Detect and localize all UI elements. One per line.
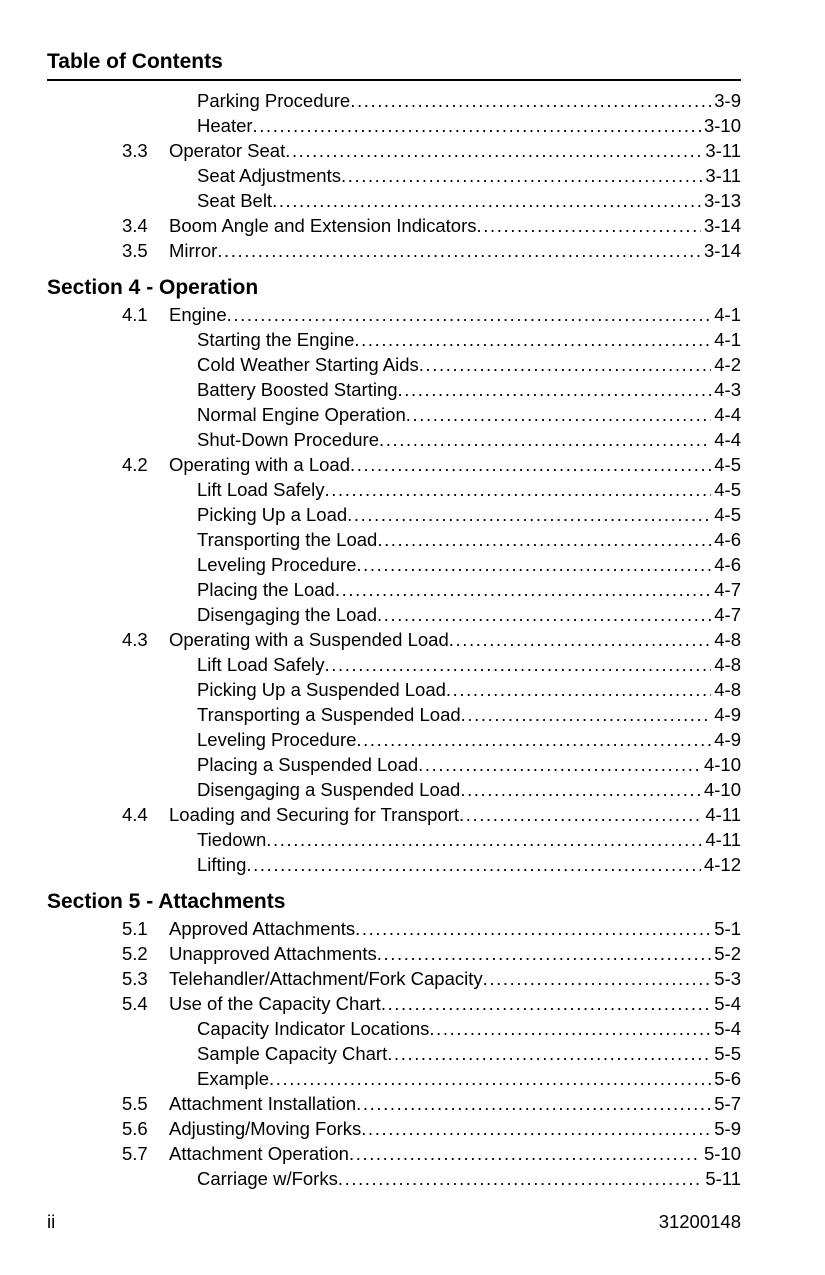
toc-entry[interactable] <box>47 702 741 727</box>
toc-section-title: Section 5 - Attachments <box>47 890 286 913</box>
toc-entry-number: 4.1 <box>122 304 148 325</box>
toc-leader-dots <box>272 188 701 213</box>
toc-entry[interactable] <box>47 138 741 163</box>
toc-entry-line <box>197 677 741 702</box>
toc-entry-page: 4-1 <box>711 327 741 352</box>
toc-entry-title: Boom Angle and Extension Indicators <box>169 215 477 236</box>
toc-entry-line <box>197 752 741 777</box>
toc-entry-line <box>169 627 741 652</box>
toc-leader-dots <box>354 327 711 352</box>
toc-entry-title: Seat Belt <box>197 190 273 211</box>
toc-entry-title: Tiedown <box>197 829 267 850</box>
toc-entry-number: 5.4 <box>122 993 148 1014</box>
toc-entry-line <box>169 941 741 966</box>
toc-entry[interactable] <box>47 916 741 941</box>
toc-entry-title: Transporting a Suspended Load <box>197 704 461 725</box>
toc-entry[interactable] <box>47 163 741 188</box>
toc-entry[interactable] <box>47 827 741 852</box>
toc-entry-line <box>197 1066 741 1091</box>
toc-entry[interactable] <box>47 188 741 213</box>
toc-leader-dots <box>461 702 712 727</box>
toc-entry-line <box>169 1141 741 1166</box>
toc-entry-page: 5-2 <box>711 941 741 966</box>
toc-entry-title: Normal Engine Operation <box>197 404 406 425</box>
toc-entry[interactable] <box>47 991 741 1016</box>
toc-entry-title: Parking Procedure <box>197 90 351 111</box>
toc-entry-number: 4.2 <box>122 454 148 475</box>
toc-entry[interactable] <box>47 1116 741 1141</box>
header-divider <box>47 79 741 81</box>
toc-entry-line <box>197 113 741 138</box>
toc-entry-title: Battery Boosted Starting <box>197 379 398 400</box>
toc-entry[interactable] <box>47 1016 741 1041</box>
toc-leader-dots <box>217 238 701 263</box>
toc-entry-line <box>197 477 741 502</box>
toc-entry-page: 5-4 <box>711 1016 741 1041</box>
toc-leader-dots <box>349 1141 701 1166</box>
toc-entry-line <box>197 88 741 113</box>
toc-entry-title: Sample Capacity Chart <box>197 1043 388 1064</box>
toc-entry-number: 5.6 <box>122 1118 148 1139</box>
toc-entry-page: 4-10 <box>701 752 741 777</box>
toc-entry-line <box>197 652 741 677</box>
toc-leader-dots <box>379 427 711 452</box>
toc-entry-page: 4-10 <box>701 777 741 802</box>
toc-leader-dots <box>419 352 711 377</box>
toc-entry-page: 5-5 <box>711 1041 741 1066</box>
toc-entry[interactable] <box>47 113 741 138</box>
toc-entry-title: Lifting <box>197 854 247 875</box>
toc-leader-dots <box>350 452 711 477</box>
toc-entry-title: Disengaging the Load <box>197 604 378 625</box>
toc-entry[interactable] <box>47 577 741 602</box>
toc-entry-line <box>197 1041 741 1066</box>
toc-leader-dots <box>355 916 711 941</box>
toc-entry[interactable] <box>47 452 741 477</box>
toc-entry-page: 4-5 <box>711 452 741 477</box>
toc-entry-page: 4-7 <box>711 602 741 627</box>
toc-entry[interactable] <box>47 852 741 877</box>
toc-entry-line <box>169 916 741 941</box>
footer-doc-number: 31200148 <box>658 1211 741 1232</box>
toc-section-heading[interactable] <box>47 274 741 302</box>
toc-section-title: Section 4 - Operation <box>47 276 259 299</box>
toc-entry-page: 5-3 <box>711 966 741 991</box>
toc-entry-title: Example <box>197 1068 269 1089</box>
toc-leader-dots <box>377 602 711 627</box>
toc-entry[interactable] <box>47 402 741 427</box>
page-title: Table of Contents <box>47 50 223 73</box>
toc-leader-dots <box>377 941 712 966</box>
toc-leader-dots <box>335 577 711 602</box>
toc-entry-page: 5-6 <box>711 1066 741 1091</box>
toc-entry-line <box>197 327 741 352</box>
toc-entry-page: 4-5 <box>711 477 741 502</box>
toc-entry-line <box>197 702 741 727</box>
toc-entry-page: 4-11 <box>702 802 741 827</box>
toc-entry[interactable] <box>47 1091 741 1116</box>
toc-entry[interactable] <box>47 502 741 527</box>
toc-entry[interactable] <box>47 752 741 777</box>
toc-section-heading[interactable] <box>47 888 741 916</box>
toc-entry-title: Approved Attachments <box>169 918 356 939</box>
toc-entry-line <box>169 1091 741 1116</box>
toc-leader-dots <box>356 727 711 752</box>
table-of-contents <box>47 88 741 1191</box>
toc-entry-page: 4-6 <box>711 552 741 577</box>
toc-leader-dots <box>449 627 711 652</box>
toc-entry[interactable] <box>47 652 741 677</box>
toc-entry[interactable] <box>47 627 741 652</box>
toc-entry-page: 4-4 <box>711 427 741 452</box>
toc-entry-line <box>197 727 741 752</box>
toc-entry[interactable] <box>47 377 741 402</box>
toc-entry[interactable] <box>47 1041 741 1066</box>
toc-entry-title: Leveling Procedure <box>197 729 357 750</box>
toc-entry-page: 4-8 <box>711 627 741 652</box>
toc-entry-line <box>197 377 741 402</box>
toc-leader-dots <box>377 527 711 552</box>
toc-entry-page: 5-11 <box>702 1166 741 1191</box>
toc-entry[interactable] <box>47 238 741 263</box>
toc-entry-title: Use of the Capacity Chart <box>169 993 381 1014</box>
toc-entry-line <box>197 163 741 188</box>
toc-entry-page: 5-7 <box>711 1091 741 1116</box>
toc-entry-page: 5-4 <box>711 991 741 1016</box>
toc-entry[interactable] <box>47 1166 741 1191</box>
toc-entry[interactable] <box>47 941 741 966</box>
toc-entry-line <box>197 552 741 577</box>
toc-entry-title: Placing a Suspended Load <box>197 754 419 775</box>
toc-entry-line <box>197 527 741 552</box>
toc-leader-dots <box>459 802 702 827</box>
toc-leader-dots <box>356 552 711 577</box>
toc-entry-page: 3-10 <box>701 113 741 138</box>
toc-leader-dots <box>418 752 701 777</box>
toc-entry-title: Cold Weather Starting Aids <box>197 354 419 375</box>
toc-entry[interactable] <box>47 427 741 452</box>
toc-entry-title: Loading and Securing for Transport <box>169 804 460 825</box>
toc-entry-page: 4-8 <box>711 652 741 677</box>
toc-entry-page: 4-1 <box>711 302 741 327</box>
toc-entry-line <box>197 827 741 852</box>
footer-page-label: ii <box>47 1211 56 1232</box>
toc-entry-page: 4-4 <box>711 402 741 427</box>
toc-entry-line <box>197 777 741 802</box>
toc-entry-line <box>169 966 741 991</box>
toc-entry-title: Telehandler/Attachment/Fork Capacity <box>169 968 483 989</box>
toc-entry[interactable] <box>47 352 741 377</box>
toc-entry-page: 4-7 <box>711 577 741 602</box>
toc-entry-title: Operating with a Suspended Load <box>169 629 449 650</box>
toc-entry-number: 3.5 <box>122 240 148 261</box>
toc-entry-title: Lift Load Safely <box>197 654 325 675</box>
toc-entry-number: 5.5 <box>122 1093 148 1114</box>
toc-entry-title: Mirror <box>169 240 218 261</box>
toc-entry-line <box>169 302 741 327</box>
toc-entry-line <box>197 1016 741 1041</box>
toc-leader-dots <box>387 1041 711 1066</box>
toc-entry[interactable] <box>47 213 741 238</box>
toc-entry-page: 4-9 <box>711 702 741 727</box>
toc-entry-title: Attachment Installation <box>169 1093 357 1114</box>
toc-entry[interactable] <box>47 552 741 577</box>
toc-entry-line <box>197 502 741 527</box>
toc-entry-line <box>197 577 741 602</box>
toc-entry-number: 5.3 <box>122 968 148 989</box>
toc-entry-line <box>197 427 741 452</box>
toc-entry-title: Starting the Engine <box>197 329 355 350</box>
toc-leader-dots <box>325 477 712 502</box>
toc-leader-dots <box>347 502 711 527</box>
toc-leader-dots <box>338 1166 703 1191</box>
toc-leader-dots <box>246 852 701 877</box>
toc-entry-title: Picking Up a Load <box>197 504 348 525</box>
toc-leader-dots <box>361 1116 711 1141</box>
toc-entry-number: 5.1 <box>122 918 148 939</box>
toc-entry-line <box>197 602 741 627</box>
toc-entry-line <box>197 188 741 213</box>
toc-entry-line <box>169 1116 741 1141</box>
toc-leader-dots <box>350 88 711 113</box>
toc-entry-page: 5-1 <box>711 916 741 941</box>
toc-entry[interactable] <box>47 677 741 702</box>
toc-entry-page: 3-14 <box>701 213 741 238</box>
toc-entry-line <box>197 352 741 377</box>
toc-leader-dots <box>227 302 712 327</box>
toc-entry-page: 4-8 <box>711 677 741 702</box>
toc-entry[interactable] <box>47 302 741 327</box>
toc-leader-dots <box>398 377 712 402</box>
toc-entry[interactable] <box>47 802 741 827</box>
toc-entry-title: Picking Up a Suspended Load <box>197 679 446 700</box>
toc-entry-title: Operator Seat <box>169 140 286 161</box>
toc-leader-dots <box>356 1091 711 1116</box>
toc-entry-title: Transporting the Load <box>197 529 378 550</box>
toc-entry-title: Capacity Indicator Locations <box>197 1018 430 1039</box>
toc-entry-line <box>169 138 741 163</box>
toc-entry-page: 4-6 <box>711 527 741 552</box>
toc-entry-page: 4-5 <box>711 502 741 527</box>
toc-entry-title: Disengaging a Suspended Load <box>197 779 461 800</box>
toc-entry-page: 3-11 <box>702 138 741 163</box>
toc-entry-title: Unapproved Attachments <box>169 943 377 964</box>
toc-entry-page: 4-11 <box>702 827 741 852</box>
toc-entry-title: Shut-Down Procedure <box>197 429 380 450</box>
toc-entry[interactable] <box>47 88 741 113</box>
toc-leader-dots <box>460 777 701 802</box>
toc-entry-line <box>169 452 741 477</box>
toc-leader-dots <box>285 138 702 163</box>
toc-leader-dots <box>446 677 711 702</box>
toc-entry-title: Engine <box>169 304 227 325</box>
toc-leader-dots <box>341 163 702 188</box>
toc-entry-title: Operating with a Load <box>169 454 351 475</box>
toc-entry-page: 5-10 <box>701 1141 741 1166</box>
toc-leader-dots <box>266 827 702 852</box>
toc-entry[interactable] <box>47 727 741 752</box>
toc-entry-page: 4-9 <box>711 727 741 752</box>
toc-entry-page: 3-13 <box>701 188 741 213</box>
toc-entry[interactable] <box>47 327 741 352</box>
toc-leader-dots <box>253 113 701 138</box>
toc-entry-number: 4.4 <box>122 804 148 825</box>
toc-entry-page: 4-3 <box>711 377 741 402</box>
toc-entry-line <box>197 1166 741 1191</box>
toc-leader-dots <box>269 1066 711 1091</box>
toc-entry-title: Lift Load Safely <box>197 479 325 500</box>
toc-entry-title: Attachment Operation <box>169 1143 349 1164</box>
toc-entry-page: 3-9 <box>711 88 741 113</box>
toc-entry[interactable] <box>47 527 741 552</box>
toc-entry-number: 3.3 <box>122 140 148 161</box>
toc-leader-dots <box>483 966 712 991</box>
toc-entry[interactable] <box>47 777 741 802</box>
toc-entry-number: 5.2 <box>122 943 148 964</box>
toc-entry[interactable] <box>47 1066 741 1091</box>
toc-leader-dots <box>406 402 712 427</box>
toc-entry[interactable] <box>47 966 741 991</box>
toc-entry-title: Leveling Procedure <box>197 554 357 575</box>
toc-entry-line <box>169 238 741 263</box>
toc-leader-dots <box>325 652 712 677</box>
toc-entry[interactable] <box>47 477 741 502</box>
toc-entry[interactable] <box>47 1141 741 1166</box>
toc-leader-dots <box>381 991 711 1016</box>
toc-leader-dots <box>477 213 701 238</box>
toc-entry-title: Seat Adjustments <box>197 165 341 186</box>
toc-entry-title: Placing the Load <box>197 579 335 600</box>
toc-entry-page: 5-9 <box>711 1116 741 1141</box>
toc-entry-page: 3-11 <box>702 163 741 188</box>
toc-entry-page: 4-2 <box>711 352 741 377</box>
toc-leader-dots <box>429 1016 711 1041</box>
toc-entry-line <box>169 213 741 238</box>
toc-entry-title: Carriage w/Forks <box>197 1168 338 1189</box>
toc-entry-line <box>169 991 741 1016</box>
toc-entry-number: 3.4 <box>122 215 148 236</box>
toc-entry[interactable] <box>47 602 741 627</box>
toc-entry-title: Heater <box>197 115 253 136</box>
toc-entry-line <box>197 852 741 877</box>
toc-entry-number: 4.3 <box>122 629 148 650</box>
toc-entry-title: Adjusting/Moving Forks <box>169 1118 362 1139</box>
toc-entry-number: 5.7 <box>122 1143 148 1164</box>
toc-entry-line <box>169 802 741 827</box>
toc-entry-page: 4-12 <box>701 852 741 877</box>
toc-entry-line <box>197 402 741 427</box>
toc-entry-page: 3-14 <box>701 238 741 263</box>
